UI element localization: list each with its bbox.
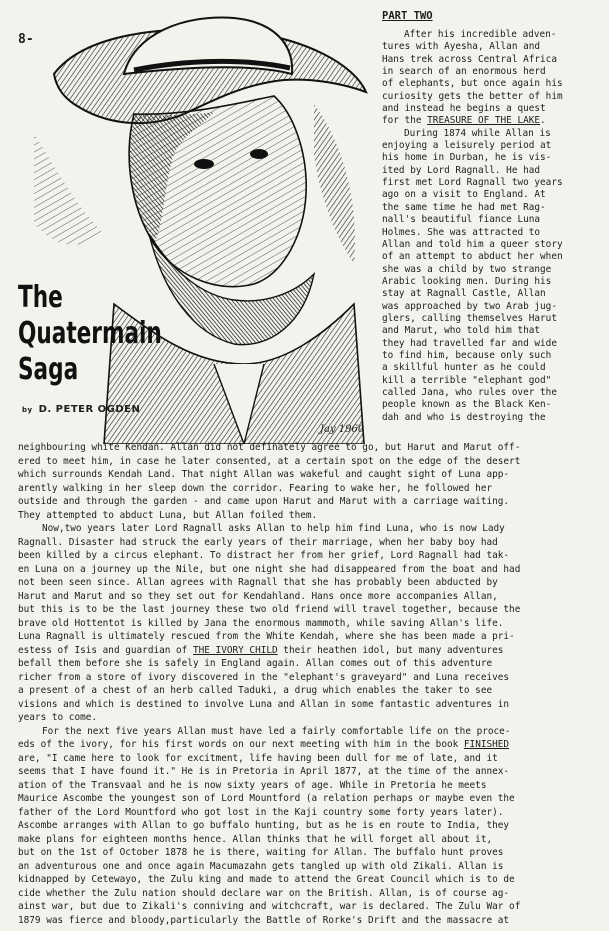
text-fragment: estess of Isis and guardian of (18, 644, 193, 656)
text-line: For the next five years Allan must have led a fairly comfortable life on the proce- (42, 725, 511, 737)
text-line: Now,two years later Lord Ragnall asks Allan to help him find Luna, who is now Lady (42, 523, 505, 534)
text-line: Arabic looking men. During his (382, 275, 552, 287)
text-line: Ascombe arranges with Allan to go buffalo hunting, but as he is en route to India, they (18, 820, 510, 831)
text-line: arently walking in her sleep down the corridor. Fearing to wake her, he followed her (18, 482, 493, 494)
text-line: curiosity gets the better of him (382, 90, 563, 102)
text-line: and Marut, who told him that (382, 325, 541, 337)
text-line: dah and who is destroying the (382, 411, 546, 423)
text-line: Luna Ragnall is ultimately rescued from the White Kendah, where she has been made a pri- (18, 631, 515, 642)
text-line: in search of an enormous herd (382, 66, 546, 78)
book-title-treasure-of-the-lake: TREASURE OF THE LAKE (427, 115, 541, 127)
text-line: ainst war, but due to Zikali's conniving and witchcraft, war is declared. The Zulu War of (18, 901, 521, 912)
text-fragment: . (540, 115, 546, 127)
article-body (18, 441, 594, 927)
text-fragment: their heathen idol, but many adventures (277, 644, 504, 656)
text-line: cide whether the Zulu nation should declare war on the British. Allan, is of course ag- (18, 887, 510, 899)
text-line: to find him, because only such (382, 349, 552, 361)
artist-signature: Jay 1960 (320, 424, 365, 435)
text-line (18, 644, 594, 658)
text-line: ago on a visit to England. At (382, 189, 546, 201)
text-line: Hans trek across Central Africa (382, 53, 557, 65)
text-line: glers, calling themselves Harut (382, 312, 557, 324)
text-line: people known as the Black Ken- (382, 399, 552, 411)
title-line: Quatermain (18, 316, 162, 351)
text-line: make plans for eighteen months hence. Allan thinks that he will forget all about it, (18, 833, 493, 845)
text-line: they had travelled far and wide (382, 337, 557, 349)
text-line: During 1874 while Allan is (404, 127, 551, 139)
text-line: called Jana, who rules over the (382, 386, 557, 398)
text-line (382, 115, 600, 127)
text-line: tures with Ayesha, Allan and (382, 41, 541, 53)
text-line: After his incredible adven- (404, 29, 557, 40)
text-line: en Luna on a journey up the Nile, but one night she had disappeared from the boat and had (18, 563, 521, 575)
text-line: but this is to be the last journey these two old friend will travel together, because the (18, 604, 521, 615)
part-heading: PART TWO (382, 10, 433, 22)
text-line: kill a terrible "elephant god" (382, 374, 552, 386)
text-line: the same time he had met Rag- (382, 201, 546, 213)
text-line: of elephants, but once again his (382, 78, 563, 90)
text-line: brave old Hottentot is killed by Jana the enormous mammoth, while saving Allan's life. (18, 617, 504, 629)
title-line: The (18, 280, 63, 315)
text-line: richer from a store of ivory discovered in the "elephant's graveyard" and Luna receives (18, 671, 510, 683)
text-fragment: for the (382, 115, 428, 127)
text-line: nall's beautiful fiance Luna (382, 214, 541, 226)
byline (22, 404, 140, 415)
text-line: Allan and told him a queer story (382, 238, 563, 250)
book-title-the-ivory-child: THE IVORY CHILD (192, 644, 278, 656)
text-line: been killed by a circus elephant. To distract her from her grief, Lord Ragnall had tak- (18, 550, 510, 561)
text-line: father of the Lord Mountford who got lost in the Kaji country some forty years later). (18, 806, 504, 818)
text-line: his home in Durban, he is vis- (382, 152, 552, 164)
text-line: Holmes. She was attracted to (382, 226, 541, 238)
text-line: an adventurous one and once again Macumazahn gets tangled up with old Zikali. Allan is (18, 860, 504, 872)
text-line (18, 738, 594, 752)
text-line: was approached by two Arab jug- (382, 300, 557, 312)
text-line: which surrounds Kendah Land. That night Allan was wakeful and caught sight of Luna app- (18, 469, 510, 480)
text-line: years to come. (18, 712, 98, 723)
page-number: 8- (18, 32, 34, 47)
text-line: Maurice Ascombe the youngest son of Lord Mountford (a relation perhaps or maybe even the (18, 793, 515, 804)
text-line: seems that I have found it." He is in Pretoria in April 1877, at the time of the annex- (18, 766, 510, 777)
text-line: outside and through the garden - and came upon Harut and Marut with a carriage waiting. (18, 496, 510, 507)
text-line: stay at Ragnall Castle, Allan (382, 288, 546, 300)
text-line: enjoying a leisurely period at (382, 140, 552, 152)
text-line: a skillful hunter as he could (382, 362, 546, 374)
text-line: but on the 1st of October 1878 he is there, waiting for Allan. The buffalo hunt proves (18, 847, 504, 858)
article-title (18, 280, 162, 388)
intro-column (382, 29, 600, 424)
text-line: kidnapped by Cetewayo, the Zulu king and made to attend the Great Council which is to de (18, 874, 515, 885)
text-line: 1879 was fierce and bloody,particularly the Battle of Rorke's Drift and the massacre at (18, 914, 510, 926)
text-line: she was a child by two strange (382, 263, 552, 275)
text-line: Ragnall. Disaster had struck the early years of their marriage, when her baby boy had (18, 536, 498, 548)
title-line: Saga (18, 352, 79, 387)
text-line: are, "I came here to look for excitment, life having been dull for me of late, and it (18, 752, 498, 764)
byline-by: by (22, 406, 33, 414)
byline-author: D. PETER OGDEN (38, 404, 141, 415)
text-line: befall them before she is safely in England again. Allan comes out of this adventure (18, 658, 493, 669)
text-line: Harut and Marut and so they set out for Kendahland. Hans once more accompanies Allan, (18, 590, 498, 602)
text-line: ation of the Transvaal and he is now sixty years of age. While in Pretoria he meets (18, 779, 487, 791)
text-line: ited by Lord Ragnall. He had (382, 164, 541, 176)
text-line: visions and which is destined to involve Luna and Allan in some fantastic adventures in (18, 698, 510, 710)
text-line: They attempted to abduct Luna, but Allan foiled them. (18, 509, 318, 521)
text-line: a present of a chest of an herb called Taduki, a drug which enables the taker to see (18, 685, 493, 696)
book-title-finished: FINISHED (463, 739, 510, 750)
text-fragment: eds of the ivory, for his first words on our next meeting with him in the book (18, 739, 464, 750)
text-line: of an attempt to abduct her when (382, 251, 563, 263)
text-line: not been seen since. Allan agrees with Ragnall that she has probably been abducted by (18, 577, 498, 588)
text-line: first met Lord Ragnall two years (382, 177, 563, 189)
text-line: ered to meet him, in case he later consented, at a certain spot on the edge of the desert (18, 455, 521, 467)
text-line: neighbouring white Kendan. Allan did not definately agree to go, but Harut and Marut off- (18, 442, 521, 453)
text-line: and instead he begins a quest (382, 103, 546, 115)
